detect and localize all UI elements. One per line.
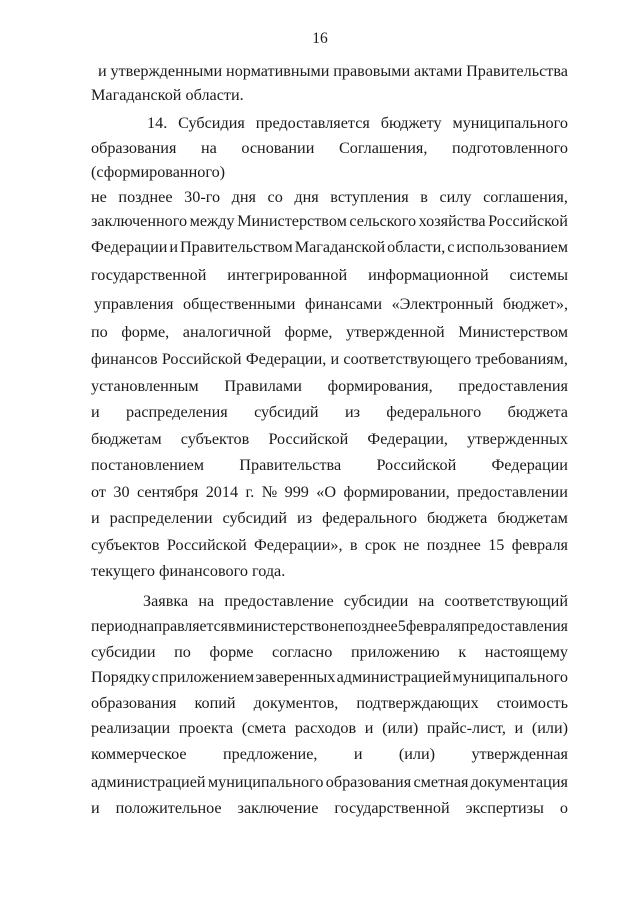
word: утвержденной bbox=[346, 323, 445, 341]
word: Федерации, bbox=[245, 350, 327, 368]
word: дня bbox=[294, 188, 319, 206]
word: подтверждающих bbox=[356, 694, 479, 712]
word: и bbox=[169, 238, 179, 256]
word: и bbox=[364, 719, 374, 737]
word: стоимость bbox=[496, 694, 568, 712]
word: Субсидия bbox=[178, 114, 245, 132]
word: и bbox=[91, 799, 100, 817]
word: по bbox=[91, 323, 108, 341]
word: образования bbox=[325, 773, 412, 791]
word: от bbox=[91, 483, 106, 501]
word: силу bbox=[439, 188, 472, 206]
word: администрацией bbox=[91, 773, 206, 791]
word: заверенных bbox=[255, 668, 336, 686]
text-line bbox=[91, 211, 568, 231]
word: бюджет», bbox=[502, 295, 568, 313]
word: федерального bbox=[322, 509, 417, 527]
text-line bbox=[91, 642, 568, 662]
word: настоящему bbox=[484, 643, 568, 661]
word: Соглашения, bbox=[338, 139, 428, 157]
word: общественными bbox=[182, 295, 296, 313]
word: формировании, bbox=[343, 483, 450, 501]
word: управления bbox=[94, 295, 174, 313]
text-line bbox=[98, 61, 568, 81]
word: заключение bbox=[237, 799, 319, 817]
word: на bbox=[200, 139, 217, 157]
word: приложением bbox=[160, 668, 255, 686]
word: Заявка bbox=[143, 592, 189, 610]
word: Федерации bbox=[91, 238, 168, 256]
word: государственной bbox=[91, 266, 207, 284]
word: формирования, bbox=[327, 377, 433, 395]
word: и bbox=[98, 62, 107, 80]
text-line bbox=[91, 772, 568, 792]
word: (или) bbox=[398, 745, 436, 763]
word: 15 bbox=[488, 536, 505, 554]
text-line bbox=[147, 113, 568, 133]
word: субсидии bbox=[343, 592, 409, 610]
word: позднее bbox=[426, 536, 481, 554]
word: муниципального bbox=[452, 668, 568, 686]
text-line bbox=[91, 376, 568, 396]
word: февраля bbox=[511, 536, 568, 554]
word: форме, bbox=[284, 323, 333, 341]
word: 14. bbox=[147, 114, 168, 132]
word: № bbox=[261, 483, 278, 501]
word: в bbox=[349, 536, 358, 554]
word: муниципального bbox=[207, 773, 324, 791]
word: между bbox=[189, 212, 235, 230]
word: не bbox=[403, 536, 420, 554]
word: в bbox=[420, 188, 428, 206]
word: Министерством bbox=[458, 323, 568, 341]
word: и bbox=[91, 403, 100, 421]
text-line bbox=[91, 349, 568, 369]
text-line bbox=[91, 667, 568, 687]
word: сметная bbox=[413, 773, 469, 791]
word: Порядку bbox=[91, 668, 151, 686]
word: дня bbox=[231, 188, 256, 206]
word: нормативными bbox=[226, 62, 330, 80]
word: Магаданской bbox=[294, 238, 386, 256]
word: бюджету bbox=[380, 114, 442, 132]
word: Правительства bbox=[466, 62, 568, 80]
word: документов, bbox=[253, 694, 339, 712]
word: подготовленного bbox=[451, 139, 568, 157]
text-line bbox=[91, 693, 568, 713]
word: Министерством bbox=[237, 212, 347, 230]
word: правовыми bbox=[333, 62, 411, 80]
word: копий bbox=[194, 694, 236, 712]
word: и bbox=[330, 350, 340, 368]
word: Правилами bbox=[224, 377, 302, 395]
word: 2014 bbox=[205, 483, 239, 501]
word: форме, bbox=[121, 323, 170, 341]
word: предоставление bbox=[224, 592, 334, 610]
word: утвержденных bbox=[467, 430, 568, 448]
word: согласно bbox=[272, 643, 333, 661]
word: из bbox=[344, 403, 361, 421]
word: финансами bbox=[304, 295, 383, 313]
text-line: (сформированного) bbox=[91, 163, 226, 181]
word: субсидий bbox=[254, 403, 319, 421]
text-line bbox=[94, 294, 568, 314]
text-line bbox=[91, 482, 568, 502]
text-line bbox=[91, 322, 568, 342]
word: министерство bbox=[235, 618, 330, 635]
word: срок bbox=[364, 536, 397, 554]
word: Российской bbox=[268, 430, 349, 448]
word: государственной bbox=[334, 799, 450, 817]
word: положительное bbox=[115, 799, 222, 817]
word: Правительством bbox=[179, 238, 293, 256]
word: субсидий bbox=[222, 509, 288, 527]
word: распределения bbox=[126, 403, 228, 421]
word: системы bbox=[509, 266, 568, 284]
word: экспертизы bbox=[465, 799, 544, 817]
word: 30-го bbox=[184, 188, 221, 206]
word: не bbox=[329, 618, 345, 635]
text-line bbox=[91, 744, 568, 764]
text-line bbox=[91, 798, 568, 818]
word: расходов bbox=[294, 719, 357, 737]
text-line bbox=[143, 591, 568, 611]
text-line bbox=[91, 535, 568, 555]
word: коммерческое bbox=[91, 745, 187, 763]
word: Правительства bbox=[239, 456, 342, 474]
word: соответствующий bbox=[444, 592, 568, 610]
word: предоставления bbox=[458, 377, 568, 395]
word: администрацией bbox=[336, 668, 452, 686]
word: (или) bbox=[531, 719, 568, 737]
word: вступления bbox=[330, 188, 409, 206]
word: на bbox=[418, 592, 435, 610]
word: образования bbox=[91, 694, 177, 712]
word: постановлением bbox=[91, 456, 205, 474]
page-number: 16 bbox=[312, 30, 328, 47]
word: бюджетам bbox=[91, 430, 162, 448]
word: основании bbox=[241, 139, 315, 157]
word: 30 bbox=[113, 483, 130, 501]
word: образования bbox=[91, 139, 177, 157]
word: «О bbox=[316, 483, 337, 501]
word: бюджета bbox=[507, 403, 568, 421]
word: интегрированной bbox=[227, 266, 348, 284]
word: субъектов bbox=[180, 430, 250, 448]
text-line bbox=[91, 187, 568, 207]
text-line bbox=[91, 508, 568, 528]
word: приложению bbox=[350, 643, 440, 661]
word: бюджетам bbox=[497, 509, 568, 527]
word: к bbox=[458, 643, 467, 661]
text-line bbox=[91, 237, 568, 257]
word: бюджета bbox=[426, 509, 488, 527]
word: с bbox=[447, 238, 455, 256]
word: Федерации bbox=[491, 456, 568, 474]
word: области, bbox=[387, 238, 446, 256]
word: предоставляется bbox=[255, 114, 370, 132]
text-line: текущего финансового года. bbox=[91, 562, 286, 580]
word: сентября bbox=[136, 483, 199, 501]
text-line bbox=[91, 429, 568, 449]
word: форме bbox=[209, 643, 254, 661]
word: со bbox=[267, 188, 283, 206]
word: использованием bbox=[456, 238, 568, 256]
word: Российской bbox=[376, 456, 457, 474]
word: г. bbox=[245, 483, 255, 501]
word: распределении bbox=[109, 509, 213, 527]
word: февраля bbox=[405, 618, 461, 635]
word: требованиям, bbox=[475, 350, 568, 368]
word: Российской bbox=[166, 536, 247, 554]
word: соглашения, bbox=[483, 188, 568, 206]
word: позднее bbox=[118, 188, 173, 206]
word: реализации bbox=[91, 719, 171, 737]
word: из bbox=[297, 509, 313, 527]
word: соответствующего bbox=[343, 350, 472, 368]
word: по bbox=[174, 643, 191, 661]
word: субъектов bbox=[91, 536, 160, 554]
word: утвержденная bbox=[471, 745, 568, 763]
word: муниципального bbox=[452, 114, 568, 132]
word: субсидии bbox=[91, 643, 156, 661]
word: (смета bbox=[241, 719, 287, 737]
word: предложение, bbox=[223, 745, 318, 763]
word: сельского bbox=[349, 212, 417, 230]
word: Российской bbox=[161, 350, 242, 368]
word: федерального bbox=[386, 403, 482, 421]
word: не bbox=[91, 188, 107, 206]
word: и bbox=[514, 719, 524, 737]
word: аналогичной bbox=[182, 323, 271, 341]
word: о bbox=[559, 799, 568, 817]
word: и bbox=[91, 509, 100, 527]
word: предоставления bbox=[461, 618, 568, 635]
word: и bbox=[353, 745, 363, 763]
word: предоставлении bbox=[457, 483, 568, 501]
word: Федерации, bbox=[367, 430, 448, 448]
word: позднее bbox=[344, 618, 398, 635]
word: (или) bbox=[382, 719, 419, 737]
text-line bbox=[91, 265, 568, 285]
word: утвержденными bbox=[110, 62, 223, 80]
word: 5 bbox=[397, 618, 406, 635]
word: проекта bbox=[178, 719, 234, 737]
text-line bbox=[91, 718, 568, 738]
word: направляется bbox=[138, 618, 228, 635]
word: в bbox=[228, 618, 236, 635]
text-line bbox=[91, 138, 568, 158]
word: Российской bbox=[488, 212, 568, 230]
word: хозяйства bbox=[418, 212, 486, 230]
text-line bbox=[91, 617, 568, 637]
word: заключенного bbox=[91, 212, 188, 230]
word: прайс-лист, bbox=[426, 719, 506, 737]
word: на bbox=[198, 592, 215, 610]
text-line: Магаданской области. bbox=[91, 86, 244, 104]
word: документация bbox=[470, 773, 568, 791]
word: установленным bbox=[91, 377, 199, 395]
word: 999 bbox=[284, 483, 309, 501]
word: «Электронный bbox=[391, 295, 494, 313]
word: с bbox=[151, 668, 159, 686]
word: период bbox=[91, 618, 139, 635]
word: Федерации», bbox=[253, 536, 343, 554]
text-line bbox=[91, 455, 568, 475]
word: актами bbox=[414, 62, 463, 80]
text-line bbox=[91, 402, 568, 422]
word: финансов bbox=[91, 350, 158, 368]
word: информационной bbox=[368, 266, 489, 284]
